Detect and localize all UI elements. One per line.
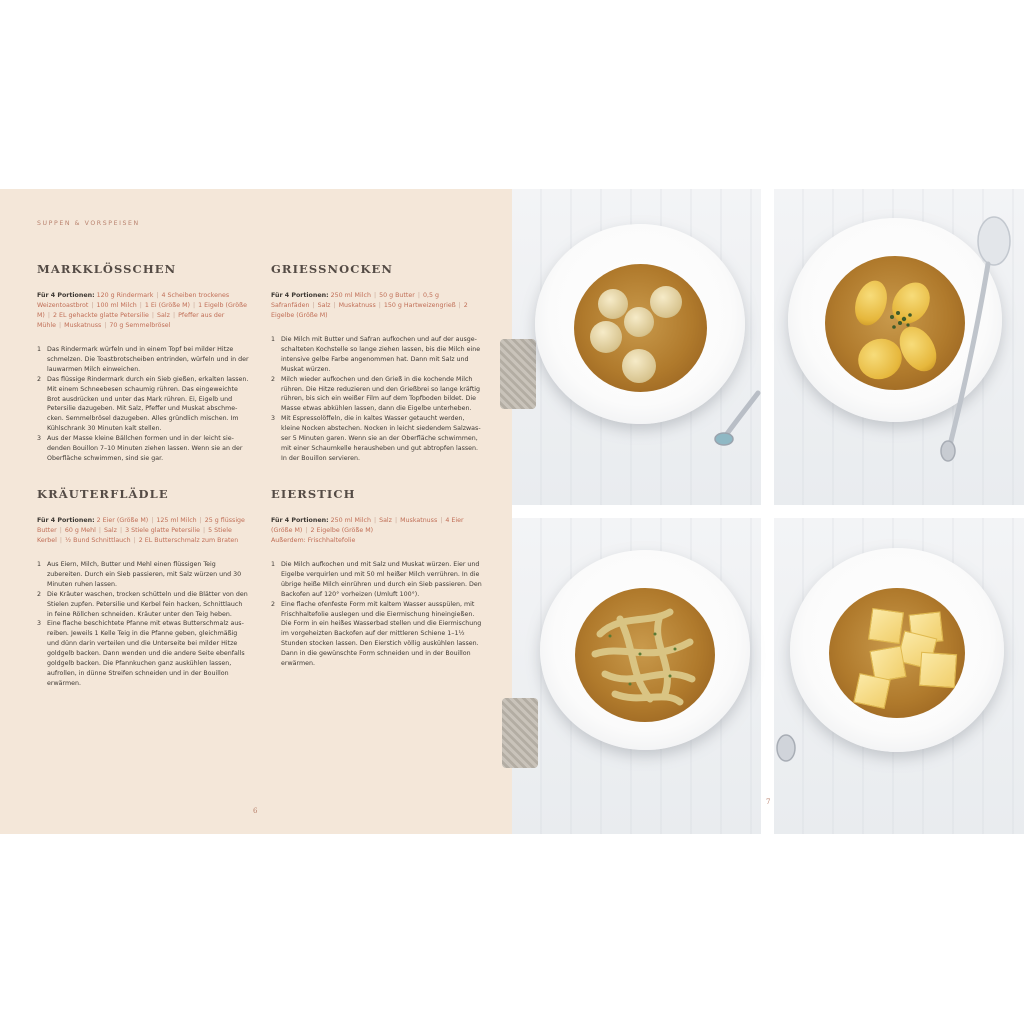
step-text: Die Kräuter waschen, trocken schütteln und die Blätter von den Stielen zupfen. Petersilie und Kerbel fein hacken, Schnittlauch in feine Röllchen schneiden. Kräuter unter den Teig heben. [47,590,248,618]
markkloesschen-soup-photo [512,189,761,505]
dumpling-icon [624,307,654,337]
dumpling-icon [650,286,682,318]
ingredient-separator: | [151,312,155,319]
ingredient: 50 g Butter [379,292,415,299]
ingredient: 3 Stiele glatte Petersilie [125,527,201,534]
recipe-step [271,600,483,669]
ingredient: Pfeffer aus der Mühle [37,312,225,329]
ingredient: 1 Eigelb (Größe M) [37,302,247,319]
ingredient-separator: | [172,312,176,319]
napkin-icon [502,698,538,768]
recipe-step [271,335,483,375]
ingredient: 25 g flüssige Butter [37,517,245,534]
ingredient-separator: | [203,527,206,534]
step-number: 3 [37,435,42,443]
ingredient-list [37,291,249,331]
ingredient-separator: | [59,322,62,329]
portions-label: Für 4 Portionen: [37,517,95,524]
ingredient-separator: | [139,302,142,309]
step-list [271,560,483,669]
ingredient-separator: | [133,537,136,544]
step-number: 3 [37,620,42,628]
dumpling-icon [590,321,622,353]
ingredient: Salz [104,527,117,534]
recipe-griessnocken [271,262,483,464]
step-number: 2 [271,600,276,608]
ingredient-separator: | [59,527,62,534]
eierstich-soup-photo [766,518,1024,834]
recipe-step [37,345,249,375]
page-number-left: 6 [253,807,258,815]
ingredient: 2 EL gehackte glatte Petersilie [53,312,149,319]
step-text: Das flüssige Rindermark durch ein Sieb gießen, erkalten lassen. Mit einem Schneebesen schaumig rühren. Das eingeweichte Brot ausdrücken und unter das Mark rühren. Ei, Eigelb und Petersilie dazugeben. Mit Salz, Pfeffer und Muskat abschmecken. Semmelbrösel dazugeben. Alles gründlich mischen. Im Kühlschrank 30 Minuten kalt stellen. [47,375,249,433]
recipe-eierstich [271,487,483,669]
ingredient: 125 ml Milch [156,517,197,524]
portions-label: Für 4 Portionen: [37,292,95,299]
step-text: Eine flache beschichtete Pfanne mit etwas Butterschmalz ausreiben. Jeweils 1 Kelle Teig in die Pfanne geben, gleichmäßig und dünn darin verteilen und die Unterseite bei milder Hitze goldgelb backen. Dann wenden und die andere Seite ebenfalls goldgelb backen. Die Pfannkuchen ganz auskühlen lassen, aufrollen, in dünne Streifen schneiden und in der Bouillon erwärmen. [47,620,245,687]
step-number: 2 [37,375,42,383]
ingredient-separator: | [333,302,336,309]
step-list [37,560,249,689]
recipe-step [37,590,249,620]
recipe-title: MARKKLÖSSCHEN [37,262,177,276]
ingredient: Muskatnuss [338,302,376,309]
recipe-step [271,414,483,464]
ingredient: Muskatnuss [64,322,102,329]
ingredient: 250 ml Milch [330,292,371,299]
ingredient-separator: | [59,537,63,544]
step-text: Das Rindermark würfeln und in einem Topf bei milder Hitze schmelzen. Die Toastbrotscheiben entrinden, würfeln und in der lauwarmen Milch einweichen. [47,346,249,373]
spoon-icon [924,219,1014,469]
dumpling-icon [598,289,628,319]
ingredient-separator: | [373,292,377,299]
ingredient-separator: | [395,517,398,524]
ingredient-separator: | [193,302,196,309]
recipe-step [37,375,249,434]
book-spread [0,189,1024,834]
page-number-right: 7 [766,798,771,806]
recipe-step [37,434,249,464]
recipe-title: EIERSTICH [271,487,356,501]
ingredient-separator: | [373,517,377,524]
ingredient: 2 Eigelbe (Größe M) [310,527,374,534]
left-page [0,189,512,834]
step-number: 2 [37,590,42,598]
ingredient: 60 g Mehl [64,527,96,534]
ingredient-separator: | [305,527,308,534]
ingredient: 4 Eier (Größe M) [271,517,464,534]
step-text: Aus der Masse kleine Bällchen formen und in der leicht siedenden Bouillon 7–10 Minuten ziehen lassen. Wenn sie an der Oberfläche schwimmen, sind sie gar. [47,435,243,462]
ingredient-separator: | [156,292,159,299]
ingredient-separator: | [98,527,102,534]
dumpling-icon [622,349,656,383]
photo-grid [512,189,1024,834]
ingredient: 2 EL Butterschmalz zum Braten [138,537,239,544]
egg-custard-cube-icon [868,608,904,644]
ingredient-separator: | [104,322,107,329]
recipe-step [37,560,249,590]
step-text: Die Milch mit Butter und Safran aufkochen und auf der ausgeschalteten Kochstelle so lange ziehen lassen, bis die Milch eine intensive gelbe Farbe angenommen hat. Dann mit Salz und Muskat würzen. [281,336,481,373]
ingredient: Muskatnuss [400,517,438,524]
step-text: Die Milch aufkochen und mit Salz und Muskat würzen. Eier und Eigelbe verquirlen und mit 50 ml heißer Milch verrühren. In die übrige heiße Milch einrühren und durch ein Sieb passieren. Den Backofen auf 120° vorheizen (Umluft 100°). [281,561,482,598]
ingredient-separator: | [417,292,420,299]
step-number: 2 [271,375,276,383]
recipe-step [271,375,483,415]
recipe-kraeuterflaedle [37,487,249,689]
step-number: 1 [271,561,276,568]
ingredient-separator: | [119,527,123,534]
ingredient-separator: | [47,312,51,319]
ingredient: ½ Bund Schnittlauch [65,537,131,544]
step-list [271,335,483,464]
ingredient-separator: | [151,517,154,524]
herb-garnish-icon [884,307,924,337]
recipe-step [37,619,249,688]
egg-custard-cube-icon [853,673,891,709]
ingredient: Salz [157,312,170,319]
ingredient: 120 g Rindermark [96,292,154,299]
ingredient: 2 Eigelbe (Größe M) [271,302,468,319]
ingredient: 4 Scheiben trockenes Weizentoastbrot [37,292,230,309]
ingredient: 1 Ei (Größe M) [144,302,191,309]
step-text: Mit Espressolöffeln, die in kaltes Wasser getaucht werden, kleine Nocken abstechen. Nocken in leicht siedendem Salzwasser 5 Minuten garen. Wenn sie an der Oberfläche schwimmen, mit einer Schaumkelle herausheben und gut abtropfen lassen. In der Bouillon servieren. [281,415,481,462]
ingredient: 0,5 g Safranfäden [271,292,439,309]
ingredient-separator: | [312,302,315,309]
portions-label: Für 4 Portionen: [271,517,329,524]
recipe-title: KRÄUTERFLÄDLE [37,487,169,501]
griessnocken-soup-photo [774,189,1024,505]
section-label: SUPPEN & VORSPEISEN [37,220,140,227]
recipe-title: GRIESSNOCKEN [271,262,394,276]
spoon-icon [764,718,804,788]
step-number: 3 [271,415,276,423]
pancake-strips-icon [580,594,710,718]
ingredient-separator: | [91,302,94,309]
ingredient: 150 g Hartweizengrieß [383,302,456,309]
ingredient-separator: | [440,517,443,524]
step-number: 1 [37,561,42,568]
ingredient-separator: | [199,517,202,524]
ingredient: Salz [379,517,392,524]
ingredient-separator: | [378,302,381,309]
extra-ingredients: Außerdem: Frischhaltefolie [271,537,356,544]
napkin-icon [500,339,536,409]
step-number: 1 [271,336,276,343]
ingredient: 2 Eier (Größe M) [96,517,149,524]
ingredient: 100 ml Milch [96,302,137,309]
spoon-icon [712,389,762,449]
ingredient-separator: | [458,302,461,309]
ingredient: 70 g Semmelbrösel [109,322,171,329]
step-number: 1 [37,346,42,353]
step-list [37,345,249,464]
recipe-markkloesschen [37,262,249,464]
ingredient-list [271,516,483,546]
ingredient: 250 ml Milch [330,517,371,524]
step-text: Eine flache ofenfeste Form mit kaltem Wasser ausspülen, mit Frischhaltefolie auslegen und die Eiermischung hineingießen. Die Form in ein heißes Wasserbad stellen und die Eiermischung im vorgeheizten Backofen auf der mittleren Schiene 1–1½ Stunden stocken lassen. Den Eierstich völlig auskühlen lassen. Dann in die gewünschte Form schneiden und in der Bouillon erwärmen. [281,600,482,668]
step-text: Aus Eiern, Milch, Butter und Mehl einen flüssigen Teig zubereiten. Durch ein Sieb passieren, mit Salz würzen und 30 Minuten ruhen lassen. [47,561,242,588]
ingredient-list [271,291,483,321]
portions-label: Für 4 Portionen: [271,292,329,299]
egg-custard-cube-icon [919,652,957,688]
recipe-step [271,560,483,600]
kraeuterflaedle-soup-photo [512,518,761,834]
ingredient-list [37,516,249,546]
ingredient: Salz [317,302,331,309]
step-text: Milch wieder aufkochen und den Grieß in die kochende Milch rühren. Die Hitze reduzieren und den Grießbrei so lange kräftig rühren, bis sich ein weißer Film auf dem Topfboden bildet. Die Masse etwas abkühlen lassen, dann die Eigelbe unterheben. [281,375,481,413]
ingredient: 5 Stiele Kerbel [37,527,232,544]
